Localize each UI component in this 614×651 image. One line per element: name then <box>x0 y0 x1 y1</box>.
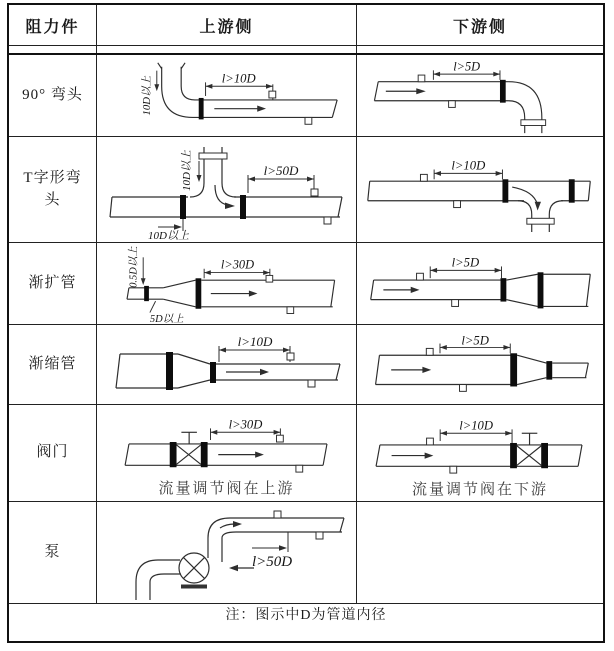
flow-arrow <box>411 286 420 292</box>
header-divider-rule <box>9 46 603 55</box>
flow-arrow <box>535 201 541 210</box>
table-row-90-elbow <box>9 55 603 137</box>
row-label-valve: 阀门 <box>36 444 69 461</box>
diagram-tee-upstream <box>102 139 352 241</box>
divider-cell <box>97 46 357 53</box>
downstream-length-label: l>10D <box>451 158 486 173</box>
riser-length-label: 10D以上 <box>140 75 153 115</box>
diagram-reducer-downstream <box>358 335 602 395</box>
note-text: 注：图示中D为管道内径 <box>225 608 387 623</box>
flow-arrow <box>229 564 238 570</box>
flow-arrow <box>416 88 426 94</box>
downstream-length-label: l>5D <box>453 58 481 73</box>
header-downstream: 下游侧 <box>452 18 507 36</box>
table-row-tee <box>9 137 603 243</box>
divider-cell <box>357 46 603 53</box>
upstream-length-label: l>10D <box>221 70 256 85</box>
pump-downstream-empty-cell <box>357 502 603 603</box>
upstream-length-label: l>50D <box>251 553 292 570</box>
diagram-tee-downstream <box>358 142 602 238</box>
row-label-90-elbow: 90° 弯头 <box>22 86 83 103</box>
flow-arrow <box>425 452 434 458</box>
inlet-length-label: 5D以上 <box>149 313 184 324</box>
diagram-90-elbow-upstream <box>102 57 352 135</box>
upstream-length-label: l>50D <box>263 162 298 178</box>
header-resistance-element: 阻力件 <box>9 5 97 45</box>
riser-length-label: 10D以上 <box>180 149 193 191</box>
valve-upstream-caption: 流量调节阀在上游 <box>158 480 295 497</box>
header-upstream: 上游侧 <box>97 5 357 45</box>
table-row-reducer <box>9 325 603 405</box>
diagram-pump-upstream <box>102 504 352 602</box>
riser-length-label: 0.5D以上 <box>128 245 140 288</box>
upstream-length-label: l>10D <box>237 335 272 349</box>
diagram-expander-downstream <box>358 252 602 316</box>
flow-arrow <box>422 366 431 372</box>
downstream-length-label: l>5D <box>451 254 480 269</box>
flow-arrow <box>225 202 235 209</box>
divider-cell <box>9 46 97 53</box>
table-row-expander <box>9 243 603 325</box>
upstream-length-label: l>30D <box>228 416 262 431</box>
flow-arrow <box>233 521 242 527</box>
row-label-pump: 泵 <box>44 543 61 560</box>
flow-arrow <box>257 105 266 111</box>
diagram-90-elbow-downstream <box>358 57 602 135</box>
upstream-length-label: l>30D <box>220 257 254 272</box>
flow-arrow <box>260 368 269 374</box>
downstream-length-label: l>10D <box>459 417 493 432</box>
table-note-row <box>9 604 603 624</box>
diagram-expander-upstream <box>102 244 352 324</box>
downstream-length-label: l>5D <box>461 334 489 348</box>
diagram-valve-downstream <box>358 408 602 476</box>
table-row-valve <box>9 405 603 502</box>
valve-downstream-caption: 流量调节阀在下游 <box>411 481 548 498</box>
table-row-pump <box>9 502 603 604</box>
diagram-reducer-upstream <box>102 336 352 394</box>
piping-requirements-table <box>7 3 605 643</box>
row-label-tee: T字形弯头 <box>23 169 82 208</box>
row-label-reducer: 渐缩管 <box>28 355 77 372</box>
flow-arrow <box>255 451 264 457</box>
table-header-row <box>9 5 603 46</box>
flow-arrow <box>248 290 257 296</box>
row-label-expander: 渐扩管 <box>28 274 77 291</box>
inlet-length-label: 10D以上 <box>147 229 189 241</box>
diagram-valve-upstream <box>102 409 352 475</box>
